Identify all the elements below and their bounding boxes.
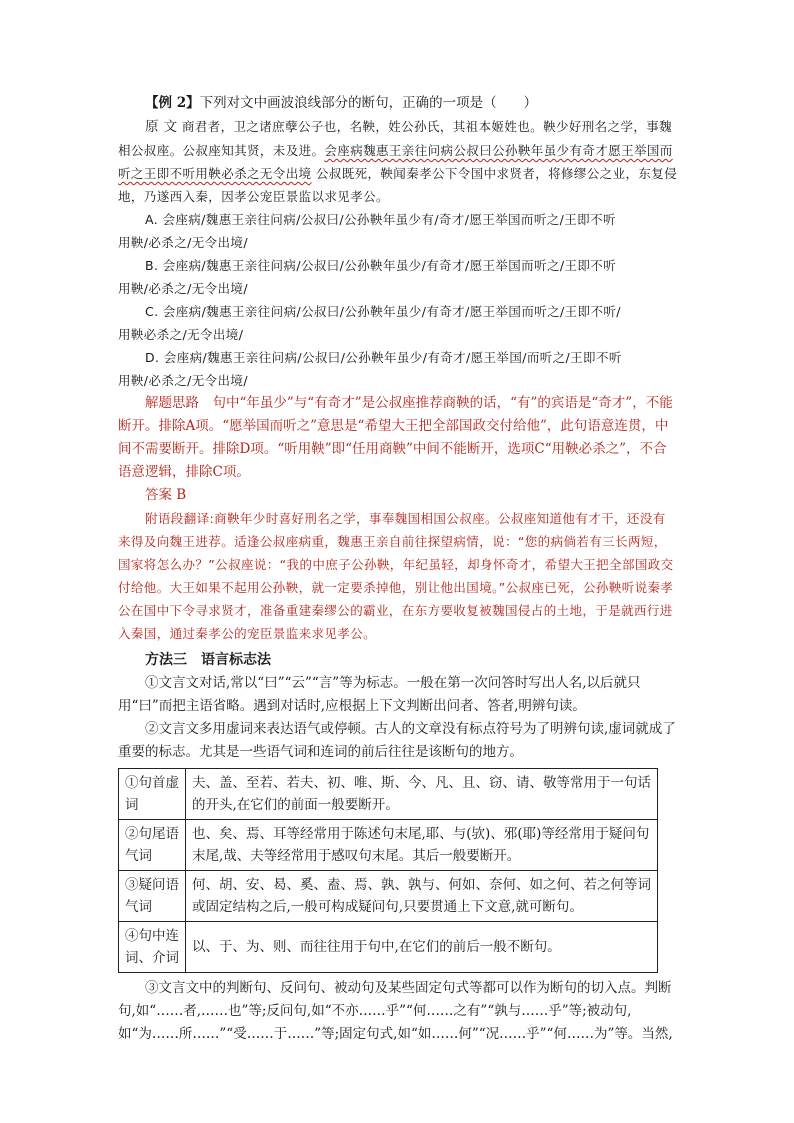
option-d-line2: 用鞅/必杀之/无令出境/ [118, 373, 248, 388]
option-b-cont [118, 277, 678, 300]
answer-value: B [176, 487, 187, 503]
original-label: 原 文 [145, 119, 178, 135]
analysis [118, 392, 678, 484]
option-d [118, 346, 678, 369]
original-wavy-segment: 会座病魏惠王亲往问病公叔曰公孙鞅年虽少有奇才愿王举国而听之王即不听用鞅必杀之无令出境 [118, 143, 673, 181]
option-d-cont [118, 369, 678, 392]
table-row [119, 922, 658, 973]
table-cell-label: ④句中连词、介词 [119, 922, 186, 973]
table-cell-desc: 也、矣、焉、耳等经常用于陈述句末尾,耶、与(欤)、邪(耶)等经常用于疑问句末尾,哉、夫等经常用于感叹句末尾。其后一般要断开。 [186, 820, 658, 871]
table-cell-label: ②句尾语气词 [119, 820, 186, 871]
option-d-line1: D. 会座病/魏惠王亲往问病/公叔曰/公孙鞅年虽少/有奇才/愿王举国/而听之/王即不听 [145, 350, 622, 365]
table-cell-desc: 何、胡、安、曷、奚、盍、焉、孰、孰与、何如、奈何、如之何、若之何等词或固定结构之后,一般可构成疑问句,只要贯通上下文意,就可断句。 [186, 871, 658, 922]
method-paragraph-1: ①文言文对话,常以“曰”“云”“言”等为标志。一般在第一次问答时写出人名,以后就只用“曰”而把主语省略。遇到对话时,应根据上下文判断出问者、答者,明辨句读。 [118, 675, 641, 714]
table-row [119, 871, 658, 922]
table-row [119, 769, 658, 820]
function-words-table [118, 768, 658, 973]
option-c-cont [118, 323, 678, 346]
method-heading: 方法三 语言标志法 [145, 652, 271, 668]
option-c-line2: 用鞅必杀之/无令出境/ [118, 327, 244, 342]
example-question [118, 92, 678, 115]
answer [118, 484, 678, 507]
option-b [118, 254, 678, 277]
option-b-line1: B. 会座病/魏惠王亲往问病/公叔曰/公孙鞅年虽少/有奇才/愿王举国而听之/王即不听 [145, 258, 617, 273]
analysis-text: 句中“年虽少”与“有奇才”是公叔座推荐商鞅的话，“有”的宾语是“奇才”，不能断开。排除A项。“愿举国而听之”意思是“希望大王把全部国政交付给他”，此句语意连贯，中间不需要断开。排除D项。“听用鞅”即“任用商鞅”中间不能断开，选项C“用鞅必杀之”，不合语意逻辑，排除C项。 [118, 395, 673, 480]
answer-label: 答案 [145, 487, 172, 503]
option-a [118, 208, 678, 231]
example-label: 【例 2】 [145, 95, 200, 111]
option-a-cont [118, 231, 678, 254]
table-cell-label: ③疑问语气词 [119, 871, 186, 922]
original-text [118, 115, 678, 208]
option-c-line1: C. 会座病/魏惠王亲往问病/公叔曰/公孙鞅年虽少/有奇才/愿王举国而听之/王即不听/ [145, 304, 621, 319]
option-b-line2: 用鞅/必杀之/无令出境/ [118, 281, 248, 296]
original-before: 商君者，卫之诸庶孽公子也，名鞅，姓公孙氏，其祖本姬姓也。鞅少好刑名之学，事魏相公叔座。公叔座知其贤，未及进。 [118, 119, 673, 158]
document-content [118, 92, 678, 1046]
option-a-line2: 用鞅/必杀之/无令出境/ [118, 235, 248, 250]
translation-label: 附语段翻译: [145, 511, 215, 526]
analysis-label: 解题思路 [145, 395, 199, 411]
original-after: 公叔既死，鞅闻秦孝公下令国中求贤者，将修缪公之业，东复侵地，乃遂西入秦，因孝公宠臣景监以求见孝公。 [118, 166, 678, 204]
table-cell-desc: 以、于、为、则、而往往用于句中,在它们的前后一般不断句。 [186, 922, 658, 973]
method-paragraph-3: ③文言文中的判断句、反问句、被动句及某些固定句式等都可以作为断句的切入点。判断句,如“……者,……也”等;反问句,如“不亦……乎”“何……之有”“孰与……乎”等;被动句,如“为……所……”“受……于……”等;固定句式,如“如……何”“况……乎”“何……为”等。当然, [118, 980, 673, 1042]
table-cell-label: ①句首虚词 [119, 769, 186, 820]
options-list [118, 208, 678, 392]
translation [118, 507, 678, 645]
translation-text: 商鞅年少时喜好刑名之学，事奉魏国相国公叔座。公叔座知道他有才干，还没有来得及向魏王进荐。适逢公叔座病重，魏惠王亲自前往探望病情，说：“您的病倘若有三长两短，国家将怎么办？”公叔座说：“我的中庶子公孙鞅，年纪虽轻，却身怀奇才，希望大王把全部国政交付给他。大王如果不起用公孙鞅，就一定要杀掉他，别让他出国境。”公叔座已死，公孙鞅听说秦孝公在国中下令寻求贤才，准备重建秦缪公的霸业，在东方要收复被魏国侵占的土地，于是就西行进入秦国，通过秦孝公的宠臣景监来求见孝公。 [118, 511, 674, 641]
table-cell-desc: 夫、盖、至若、若夫、初、唯、斯、今、凡、且、窃、请、敬等常用于一句话的开头,在它们的前面一般要断开。 [186, 769, 658, 820]
method-paragraph-2: ②文言文多用虚词来表达语气或停顿。古人的文章没有标点符号为了明辨句读,虚词就成了重要的标志。尤其是一些语气词和连词的前后往往是该断句的地方。 [118, 721, 676, 760]
example-question-text: 下列对文中画波浪线部分的断句，正确的一项是（ ） [199, 95, 538, 111]
option-a-line1: A. 会座病/魏惠王亲往问病/公叔曰/公孙鞅年虽少有/奇才/愿王举国而听之/王即不听 [145, 212, 616, 227]
table-row [119, 820, 658, 871]
option-c [118, 300, 678, 323]
